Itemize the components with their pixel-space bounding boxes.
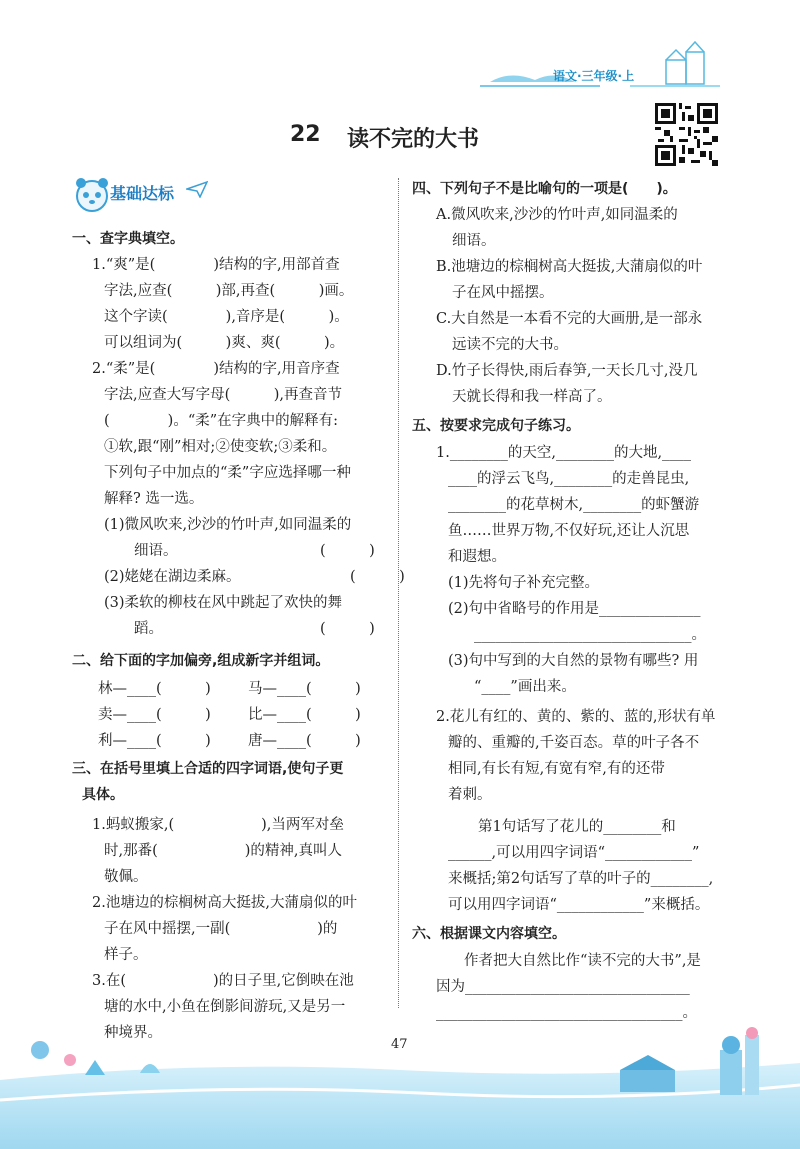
s3-line: 塘的水中,小鱼在倒影间游玩,又是另一 xyxy=(104,999,346,1015)
s6-line: 因为_______________________________ xyxy=(436,979,690,995)
q1-line: 字法,应查( )部,再查( )画。 xyxy=(104,283,354,299)
s5-fill: 可以用四字词语“____________”来概括。 xyxy=(448,897,710,913)
s6-line: __________________________________。 xyxy=(436,1005,697,1021)
s5-sub: ______________________________。 xyxy=(474,627,706,643)
grid-cell[interactable]: 比—____( ) xyxy=(248,707,361,723)
panda-badge-icon xyxy=(72,176,114,214)
s3-line: 时,那番( )的精神,真叫人 xyxy=(104,843,343,859)
section-4-title: 四、下列句子不是比喻句的一项是( )。 xyxy=(412,181,677,197)
s3-line: 子在风中摇摆,一副( )的 xyxy=(104,921,338,937)
s5-line: 着刺。 xyxy=(448,787,492,803)
q2-option: (1)微风吹来,沙沙的竹叶声,如同温柔的 xyxy=(104,517,352,533)
s3-line: 3.在( )的日子里,它倒映在池 xyxy=(92,973,354,989)
grid-cell[interactable]: 利—____( ) xyxy=(98,733,211,749)
q1-line: 这个字读( ),音序是( )。 xyxy=(104,309,349,325)
question-2 xyxy=(72,356,390,512)
choice-option-cont: 细语。 xyxy=(452,233,496,249)
lesson-number: 22 xyxy=(290,122,321,147)
section-1-title: 一、查字典填空。 xyxy=(72,231,184,247)
q2-line: ①软,跟“刚”相对;②使变软;③柔和。 xyxy=(104,439,337,455)
question-1 xyxy=(72,252,390,356)
q2-line: 下列句子中加点的“柔”字应选择哪一种 xyxy=(104,465,351,481)
q1-line: 1.“爽”是( )结构的字,用部首查 xyxy=(92,257,340,273)
q2-option-cont: 蹈。 xyxy=(134,621,163,637)
paper-plane-icon xyxy=(186,180,208,198)
q2-option: (3)柔软的柳枝在风中跳起了欢快的舞 xyxy=(104,595,343,611)
choice-option[interactable]: A.微风吹来,沙沙的竹叶声,如同温柔的 xyxy=(436,207,678,223)
s3-line: 敬佩。 xyxy=(104,869,148,885)
s5-sub: “____”画出来。 xyxy=(474,679,576,695)
s5-fill: 第1句话写了花儿的________和 xyxy=(478,819,676,835)
section-3-title-line: 三、在括号里填上合适的四字词语,使句子更 xyxy=(72,761,344,777)
q2-line: 字法,应查大写字母( ),再查音节 xyxy=(104,387,343,403)
answer-box[interactable]: ( ) xyxy=(320,621,375,637)
s5-line: 1.________的天空,________的大地,____ xyxy=(436,445,692,461)
s3-line: 1.蚂蚁搬家,( ),当两军对垒 xyxy=(92,817,344,833)
left-column xyxy=(72,226,405,1046)
section-3-title-line: 具体。 xyxy=(82,787,124,803)
lesson-title: 读不完的大书 xyxy=(347,127,480,152)
q2-option: (2)姥姥在湖边柔麻。 xyxy=(104,569,241,585)
section-6-title: 六、根据课文内容填空。 xyxy=(412,926,566,942)
choice-option-cont: 子在风中摇摆。 xyxy=(452,285,554,301)
grid-row xyxy=(98,728,390,754)
right-column xyxy=(412,176,732,1026)
choice-option[interactable]: B.池塘边的棕榈树高大挺拔,大蒲扇似的叶 xyxy=(436,259,703,275)
answer-box[interactable]: ( ) xyxy=(350,569,405,585)
q2-line: ( )。“柔”在字典中的解释有: xyxy=(104,413,339,429)
choice-option-cont: 远读不完的大书。 xyxy=(452,337,568,353)
section-5-title: 五、按要求完成句子练习。 xyxy=(412,418,580,434)
grid-row xyxy=(98,702,390,728)
section-3-questions xyxy=(72,812,390,1046)
grid-row xyxy=(98,676,390,702)
s5-line: 2.花儿有红的、黄的、紫的、蓝的,形状有单 xyxy=(436,709,716,725)
section-6-body xyxy=(412,948,732,1026)
s5-line: 瓣的、重瓣的,千姿百态。草的叶子各不 xyxy=(448,735,700,751)
grid-cell[interactable]: 马—____( ) xyxy=(248,681,361,697)
s5-line: 相同,有长有短,有宽有窄,有的还带 xyxy=(448,761,665,777)
q2-line: 2.“柔”是( )结构的字,用音序查 xyxy=(92,361,340,377)
q1-line: 可以组词为( )爽、爽( )。 xyxy=(104,335,345,351)
q2-option-cont: 细语。 xyxy=(134,543,178,559)
section-badge: 基础达标 xyxy=(110,184,175,203)
choice-option[interactable]: D.竹子长得快,雨后春笋,一天长几寸,没几 xyxy=(436,363,698,379)
s5-fill: ______,可以用四字词语“____________” xyxy=(448,845,700,861)
section-4-options xyxy=(412,202,732,410)
s5-line: 鱼……世界万物,不仅好玩,还让人沉思 xyxy=(448,523,690,539)
s5-sub: (2)句中省略号的作用是______________ xyxy=(448,601,701,617)
qr-code-icon xyxy=(655,103,718,166)
s5-line: ____的浮云飞鸟,________的走兽昆虫, xyxy=(448,471,690,487)
s5-sub: (1)先将句子补充完整。 xyxy=(448,575,600,591)
grid-cell[interactable]: 林—____( ) xyxy=(98,681,211,697)
section-3-title xyxy=(72,756,390,808)
s3-line: 2.池塘边的棕榈树高大挺拔,大蒲扇似的叶 xyxy=(92,895,357,911)
s3-line: 样子。 xyxy=(104,947,148,963)
s5-sub: (3)句中写到的大自然的景物有哪些? 用 xyxy=(448,653,699,669)
answer-box[interactable]: ( ) xyxy=(320,543,375,559)
section-2-grid xyxy=(72,676,390,754)
section-5-q2 xyxy=(412,704,732,918)
choice-option-cont: 天就长得和我一样高了。 xyxy=(452,389,612,405)
q2-line: 解释? 选一选。 xyxy=(104,491,204,507)
grid-cell[interactable]: 卖—____( ) xyxy=(98,707,211,723)
s6-line: 作者把大自然比作“读不完的大书”,是 xyxy=(464,953,701,969)
s3-line: 种境界。 xyxy=(104,1025,162,1041)
grid-cell[interactable]: 唐—____( ) xyxy=(248,733,361,749)
page-number: 47 xyxy=(391,1037,408,1052)
s5-fill: 来概括;第2句话写了草的叶子的________, xyxy=(448,871,714,887)
section-5-q1 xyxy=(412,440,732,700)
s5-line: ________的花草树木,________的虾蟹游 xyxy=(448,497,700,513)
q2-options xyxy=(72,512,405,642)
column-divider xyxy=(398,178,399,1008)
s5-line: 和遐想。 xyxy=(448,549,506,565)
section-2-title: 二、给下面的字加偏旁,组成新字并组词。 xyxy=(72,653,330,669)
header-subject: 语文·三年级·上 xyxy=(553,69,635,83)
choice-option[interactable]: C.大自然是一本看不完的大画册,是一部永 xyxy=(436,311,703,327)
